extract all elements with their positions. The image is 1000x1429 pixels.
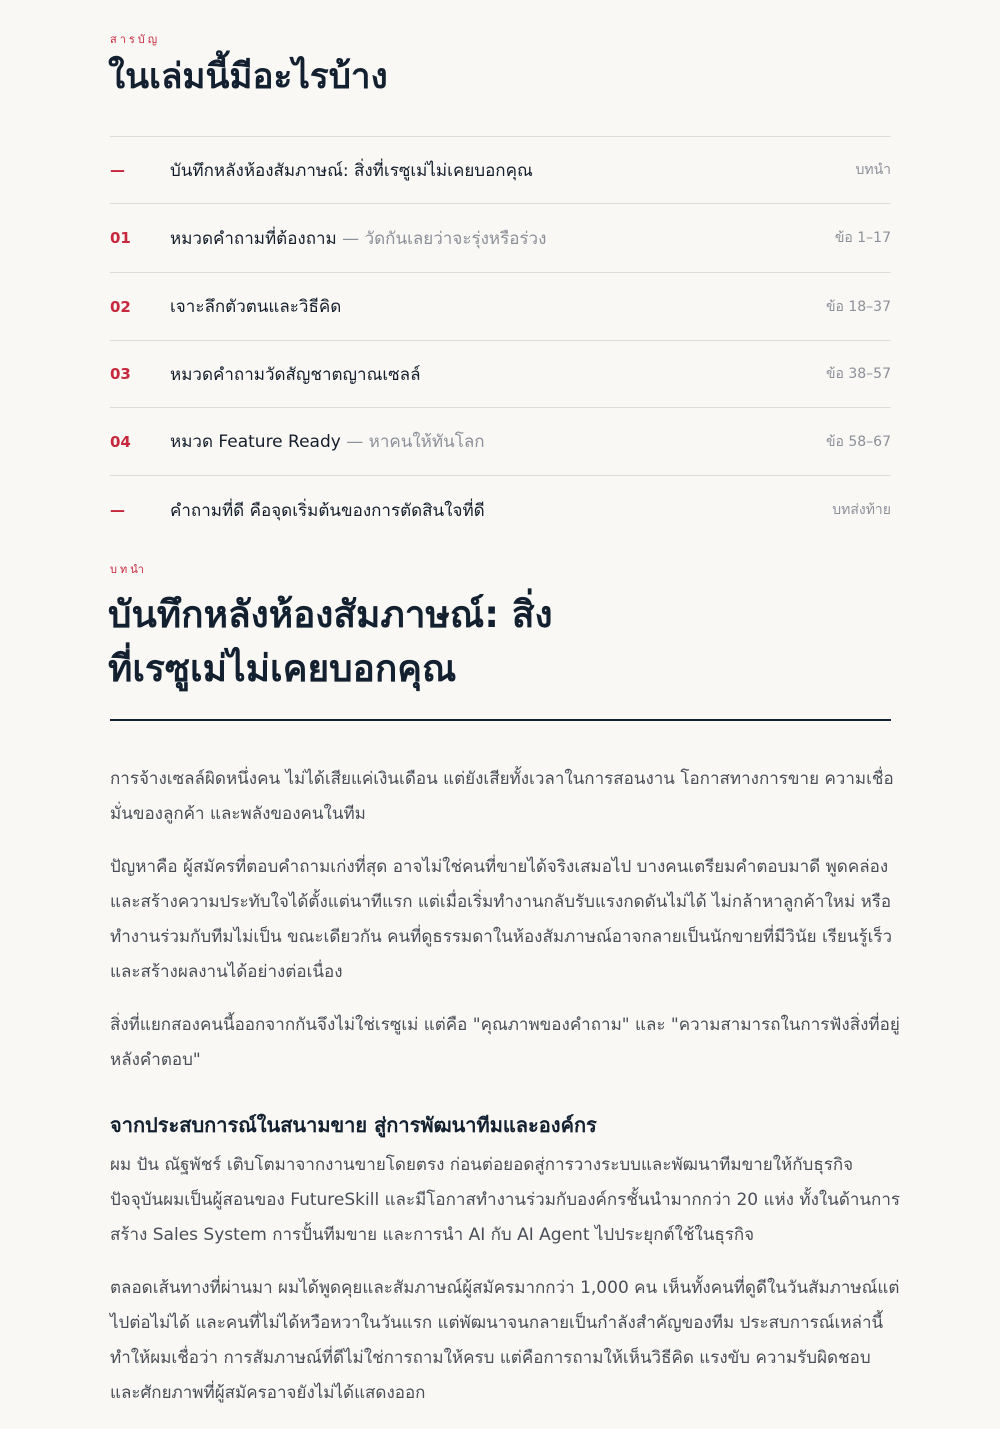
toc-item-number: 03 xyxy=(110,365,131,383)
toc-item-title: เจาะลึกตัวตนและวิธีคิด xyxy=(170,297,342,317)
toc-item-range: บทส่งท้าย xyxy=(832,502,891,518)
intro-title-line: บันทึกหลังห้องสัมภาษณ์: สิ่ง xyxy=(108,593,553,636)
toc-item-range: บทนำ xyxy=(855,162,891,178)
toc-item-number: 01 xyxy=(110,229,131,247)
toc-item-title: หมวดคำถามวัดสัญชาตญาณเซลล์ xyxy=(170,364,421,385)
intro-title xyxy=(108,588,708,696)
toc-item-epilogue[interactable] xyxy=(110,476,891,544)
toc-item-number: — xyxy=(110,161,125,179)
toc-item-03[interactable] xyxy=(110,341,891,408)
toc-item-04[interactable] xyxy=(110,408,891,476)
toc-item-title: คำถามที่ดี คือจุดเริ่มต้นของการตัดสินใจที่ดี xyxy=(170,500,485,521)
toc-item-number: 04 xyxy=(110,432,131,451)
toc-item-intro[interactable] xyxy=(110,137,891,204)
body-paragraph: ผม ปัน ณัฐพัชร์ เติบโตมาจากงานขายโดยตรง ก่อนต่อยอดสู่การวางระบบและพัฒนาทีมขายให้กับธุรกิจ ปัจจุบันผมเป็นผู้สอนของ FutureSkill และมีโอกาสทำงานร่วมกับองค์กรชั้นนำมากกว่า 20 แห่ง ทั้งในด้านการสร้าง Sales System การปั้นทีมขาย และการนำ AI กับ AI Agent ไปประยุกต์ใช้ในธุรกิจ xyxy=(110,1155,900,1245)
body-paragraph: การจ้างเซลล์ผิดหนึ่งคน ไม่ได้เสียแค่เงินเดือน แต่ยังเสียทั้งเวลาในการสอนงาน โอกาสทางการขาย ความเชื่อมั่นของลูกค้า และพลังของคนในทีม xyxy=(110,769,894,824)
toc-item-range: ข้อ 1–17 xyxy=(834,230,891,246)
toc-item-01[interactable] xyxy=(110,204,891,273)
table-of-contents xyxy=(110,136,891,544)
intro-eyebrow: บทนำ xyxy=(110,563,147,576)
title-divider xyxy=(110,719,891,721)
toc-item-title: หมวด Feature Ready — หาคนให้ทันโลก xyxy=(170,432,485,452)
toc-title: ในเล่มนี้มีอะไรบ้าง xyxy=(108,57,388,97)
toc-item-range: ข้อ 38–57 xyxy=(825,366,891,382)
toc-item-range: ข้อ 18–37 xyxy=(825,298,891,315)
toc-item-number: — xyxy=(110,501,125,519)
toc-item-number: 02 xyxy=(110,297,131,316)
toc-eyebrow: สารบัญ xyxy=(110,33,161,46)
toc-item-range: ข้อ 58–67 xyxy=(825,433,891,450)
body-paragraph: ตลอดเส้นทางที่ผ่านมา ผมได้พูดคุยและสัมภาษณ์ผู้สมัครมากกว่า 1,000 คน เห็นทั้งคนที่ดูดีในวันสัมภาษณ์แต่ไปต่อไม่ได้ และคนที่ไม่ได้หวือหวาในวันแรก แต่พัฒนาจนกลายเป็นกำลังสำคัญของทีม ประสบการณ์เหล่านี้ทำให้ผมเชื่อว่า การสัมภาษณ์ที่ดีไม่ใช่การถามให้ครบ แต่คือการถามให้เห็นวิธีคิด แรงขับ ความรับผิดชอบ และศักยภาพที่ผู้สมัครอาจยังไม่ได้แสดงออก xyxy=(110,1278,900,1403)
intro-body xyxy=(110,762,900,1429)
body-paragraph: ปัญหาคือ ผู้สมัครที่ตอบคำถามเก่งที่สุด อาจไม่ใช่คนที่ขายได้จริงเสมอไป บางคนเตรียมคำตอบมาดี พูดคล่อง และสร้างความประทับใจได้ตั้งแต่นาทีแรก แต่เมื่อเริ่มทำงานกลับรับแรงกดดันไม่ได้ ไม่กล้าหาลูกค้าใหม่ หรือทำงานร่วมกับทีมไม่เป็น ขณะเดียวกัน คนที่ดูธรรมดาในห้องสัมภาษณ์อาจกลายเป็นนักขายที่มีวินัย เรียนรู้เร็ว และสร้างผลงานได้อย่างต่อเนื่อง xyxy=(110,857,893,982)
body-paragraph: สิ่งที่แยกสองคนนี้ออกจากกันจึงไม่ใช่เรซูเม่ แต่คือ "คุณภาพของคำถาม" และ "ความสามารถในการฟังสิ่งที่อยู่หลังคำตอบ" xyxy=(110,1015,900,1070)
intro-title-line: ที่เรซูเม่ไม่เคยบอกคุณ xyxy=(108,647,457,690)
section-heading: จากประสบการณ์ในสนามขาย สู่การพัฒนาทีมและองค์กร xyxy=(110,1113,597,1137)
toc-item-title: บันทึกหลังห้องสัมภาษณ์: สิ่งที่เรซูเม่ไม่เคยบอกคุณ xyxy=(170,160,533,181)
toc-item-02[interactable] xyxy=(110,273,891,341)
toc-item-title: หมวดคำถามที่ต้องถาม — วัดกันเลยว่าจะรุ่งหรือร่วง xyxy=(170,228,547,249)
